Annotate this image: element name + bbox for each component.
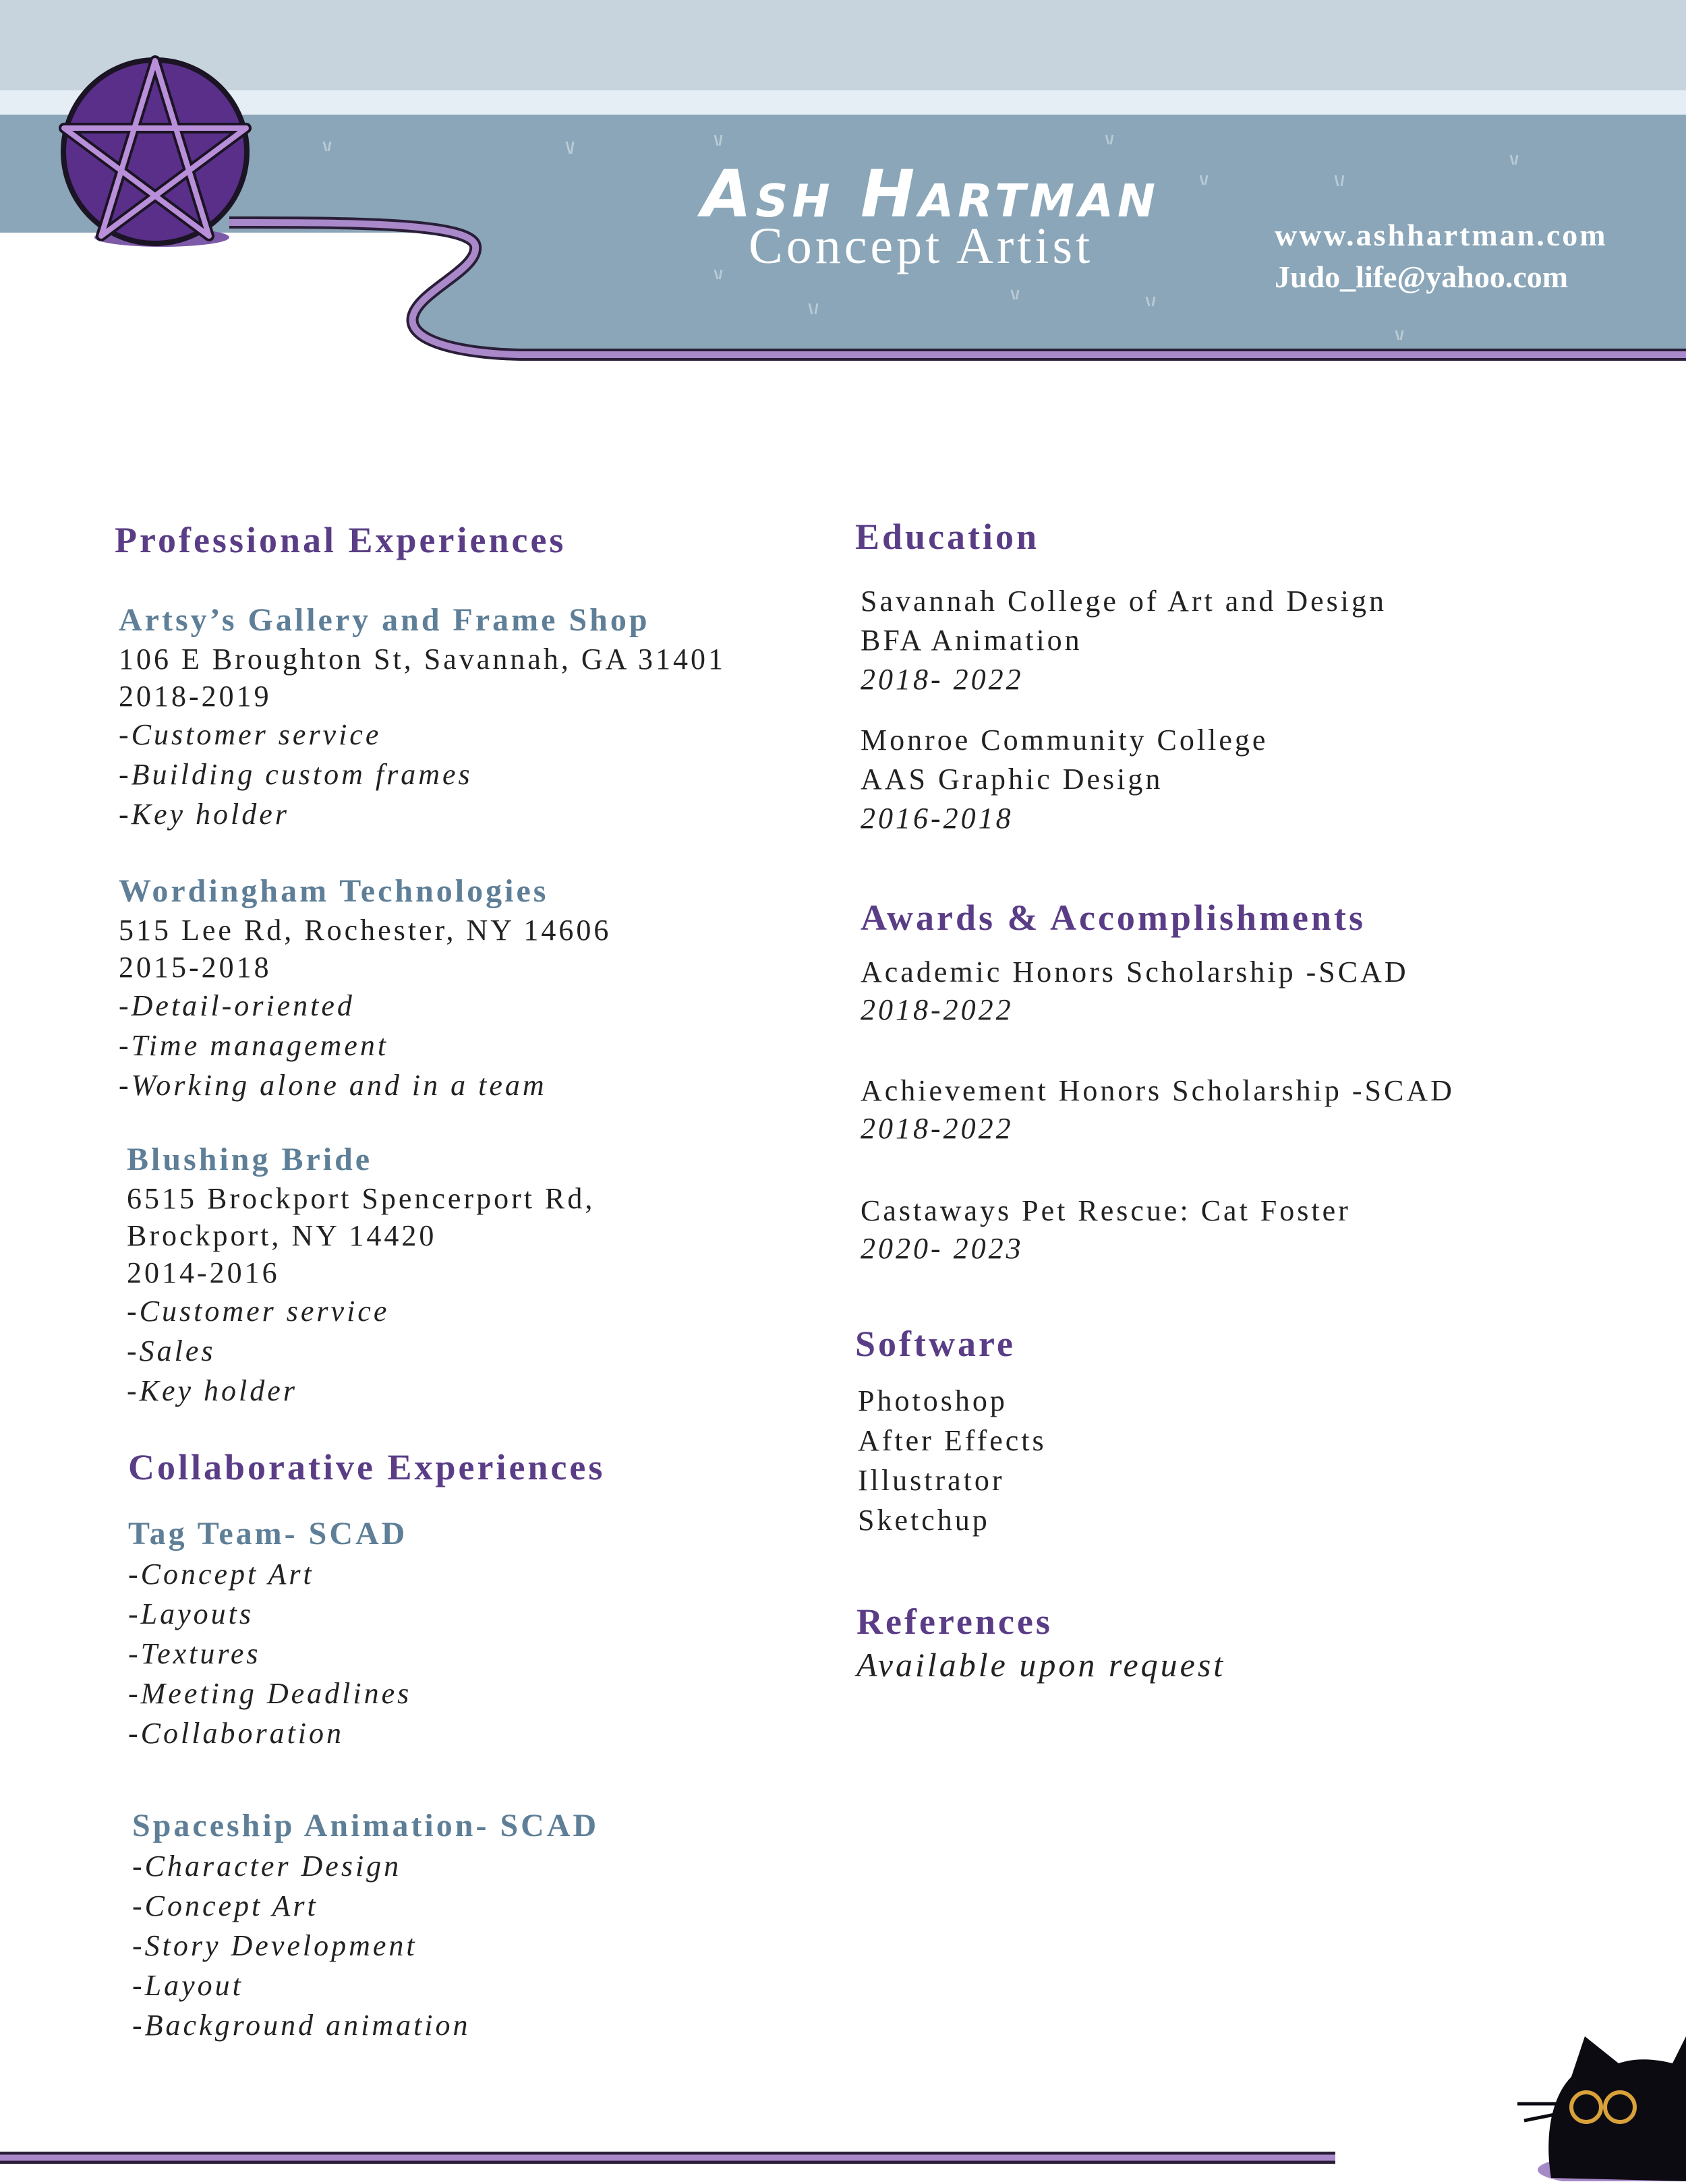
- job-duty: -Sales: [127, 1334, 216, 1367]
- job-title: Artsy’s Gallery and Frame Shop: [119, 602, 650, 638]
- software-list: [858, 1381, 1047, 1540]
- job-subtitle: Concept Artist: [749, 218, 1094, 274]
- job-entry: [119, 600, 726, 834]
- award-name: Achievement Honors Scholarship -SCAD: [861, 1074, 1455, 1107]
- award-years: 2018-2022: [861, 993, 1014, 1026]
- project-duty: -Story Development: [132, 1929, 417, 1962]
- job-years: 2014-2016: [127, 1256, 280, 1289]
- job-entry: [127, 1140, 595, 1411]
- school-degree: BFA Animation: [861, 624, 1082, 657]
- project-duty: -Layout: [132, 1969, 243, 2002]
- project-duty: -Collaboration: [128, 1717, 345, 1750]
- software-item: Sketchup: [858, 1504, 990, 1537]
- email-link[interactable]: Judo_life@yahoo.com: [1275, 260, 1569, 294]
- project-duty: -Concept Art: [128, 1558, 314, 1591]
- project-duty: -Concept Art: [132, 1889, 318, 1922]
- award-entry: [861, 953, 1409, 1029]
- software-item: Illustrator: [858, 1464, 1005, 1497]
- school-years: 2018- 2022: [861, 663, 1024, 696]
- school-years: 2016-2018: [861, 802, 1014, 835]
- school-degree: AAS Graphic Design: [861, 763, 1163, 796]
- award-name: Academic Honors Scholarship -SCAD: [861, 955, 1409, 988]
- candidate-name: Ash Hartman: [701, 156, 1160, 232]
- section-heading: Professional Experiences: [115, 520, 566, 560]
- job-duty: -Building custom frames: [119, 758, 473, 791]
- references-text: Available upon request: [856, 1646, 1226, 1684]
- project-duty: -Layouts: [128, 1597, 254, 1630]
- project-duty: -Meeting Deadlines: [128, 1677, 412, 1710]
- job-title: Wordingham Technologies: [119, 873, 549, 909]
- school-name: Savannah College of Art and Design: [861, 585, 1387, 618]
- job-duty: -Working alone and in a team: [119, 1069, 547, 1102]
- job-entry: [119, 871, 611, 1105]
- software-item: Photoshop: [858, 1384, 1008, 1417]
- job-address: 6515 Brockport Spencerport Rd,: [127, 1182, 595, 1215]
- project-duty: -Character Design: [132, 1850, 402, 1883]
- website-link[interactable]: www.ashhartman.com: [1275, 218, 1608, 252]
- section-heading: Software: [855, 1324, 1016, 1364]
- section-heading: Education: [855, 517, 1040, 557]
- job-duty: -Key holder: [119, 798, 289, 831]
- job-duty: -Key holder: [127, 1374, 297, 1407]
- job-duty: -Customer service: [119, 718, 382, 751]
- award-years: 2020- 2023: [861, 1232, 1024, 1265]
- section-heading: References: [856, 1601, 1053, 1642]
- yarn-ball-pentagram-icon: [54, 54, 256, 256]
- job-address: 106 E Broughton St, Savannah, GA 31401: [119, 643, 726, 676]
- bottom-rope-decoration: [0, 2144, 1349, 2171]
- project-duty: -Textures: [128, 1637, 261, 1670]
- school-entry: [861, 721, 1268, 838]
- job-years: 2015-2018: [119, 951, 272, 984]
- black-cat-icon: [1511, 2003, 1686, 2181]
- section-heading: Collaborative Experiences: [128, 1447, 606, 1487]
- job-years: 2018-2019: [119, 680, 272, 713]
- job-duty: -Time management: [119, 1029, 389, 1062]
- project-title: Tag Team- SCAD: [128, 1516, 408, 1552]
- job-address: Brockport, NY 14420: [127, 1219, 437, 1252]
- school-entry: [861, 582, 1387, 699]
- project-title: Spaceship Animation- SCAD: [132, 1808, 600, 1843]
- section-heading: Awards & Accomplishments: [861, 897, 1366, 938]
- job-address: 515 Lee Rd, Rochester, NY 14606: [119, 914, 612, 947]
- project-entry: [132, 1806, 599, 2045]
- project-duty: -Background animation: [132, 2009, 471, 2042]
- software-item: After Effects: [858, 1424, 1047, 1457]
- award-entry: [861, 1072, 1455, 1148]
- job-duty: -Customer service: [127, 1295, 390, 1328]
- award-entry: [861, 1192, 1351, 1268]
- job-duty: -Detail-oriented: [119, 989, 355, 1022]
- contact-info: [1275, 214, 1608, 298]
- project-entry: [128, 1514, 411, 1753]
- award-years: 2018-2022: [861, 1112, 1014, 1145]
- school-name: Monroe Community College: [861, 724, 1269, 757]
- job-title: Blushing Bride: [127, 1142, 373, 1177]
- award-name: Castaways Pet Rescue: Cat Foster: [861, 1194, 1351, 1227]
